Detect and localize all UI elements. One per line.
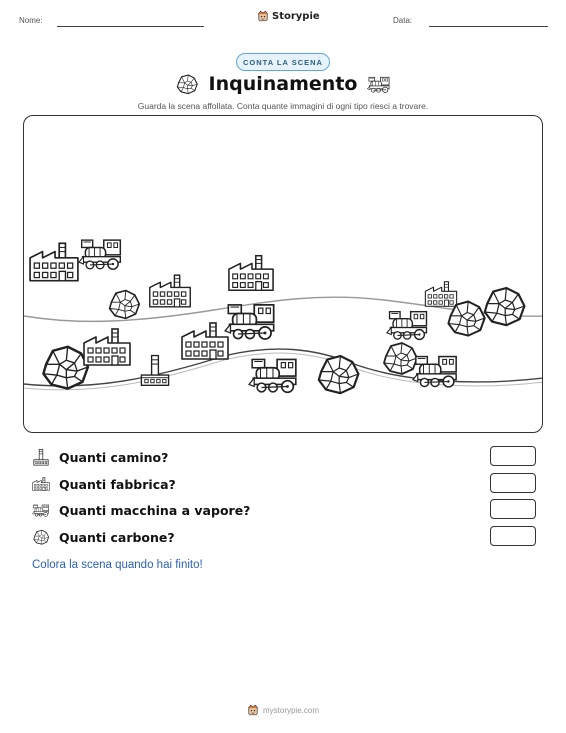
question-row — [32, 446, 536, 468]
brand-name: Storypie — [272, 10, 320, 22]
brand-logo — [257, 10, 320, 22]
scene-steam-train — [225, 305, 274, 339]
scene-coal — [384, 343, 417, 374]
answer-box[interactable] — [490, 526, 536, 546]
chimney-icon — [32, 448, 50, 466]
scene-coal — [43, 347, 88, 389]
scene-factory — [425, 282, 456, 306]
question-text: Quanti camino? — [59, 449, 169, 465]
activity-badge: CONTA LA SCENA — [236, 53, 330, 71]
question-row — [32, 499, 536, 521]
steam-train-icon — [367, 72, 391, 96]
page-subtitle: Guarda la scena affollata. Conta quante immagini di ogni tipo riesci a trovare. — [137, 101, 429, 111]
counting-scene — [23, 115, 543, 433]
footer — [0, 704, 566, 716]
scene-steam-train — [387, 312, 427, 340]
scene-steam-train — [79, 240, 120, 269]
answer-box[interactable] — [490, 499, 536, 519]
scene-coal — [319, 356, 359, 393]
question-text: Quanti macchina a vapore? — [59, 502, 251, 518]
date-line[interactable] — [429, 26, 548, 27]
scene-factory — [30, 243, 78, 280]
scene-chimney — [141, 356, 168, 386]
answer-box[interactable] — [490, 446, 536, 466]
question-text: Quanti fabbrica? — [59, 476, 176, 492]
question-row — [32, 526, 536, 548]
factory-icon — [32, 475, 50, 493]
title-row — [0, 72, 566, 96]
date-label: Data: — [393, 16, 413, 25]
scene-illustration — [24, 116, 543, 433]
footer-url: mystorypie.com — [262, 705, 319, 715]
question-row — [32, 473, 536, 495]
scene-coal — [110, 291, 140, 319]
answer-box[interactable] — [490, 473, 536, 493]
name-line[interactable] — [57, 26, 204, 27]
steam-train-icon — [32, 501, 50, 519]
coal-icon — [32, 528, 50, 546]
mascot-icon — [247, 704, 259, 716]
scene-factory — [229, 256, 273, 291]
name-label: Nome: — [19, 16, 43, 25]
page-title: Inquinamento — [208, 73, 358, 95]
mascot-icon — [257, 10, 269, 22]
coal-icon — [175, 72, 199, 96]
scene-coal — [485, 288, 525, 325]
scene-steam-train — [249, 359, 296, 392]
scene-factory — [150, 275, 190, 307]
coloring-note: Colora la scena quando hai finito! — [32, 559, 203, 571]
question-text: Quanti carbone? — [59, 529, 175, 545]
scene-factory — [84, 329, 130, 365]
scene-factory — [182, 323, 228, 359]
